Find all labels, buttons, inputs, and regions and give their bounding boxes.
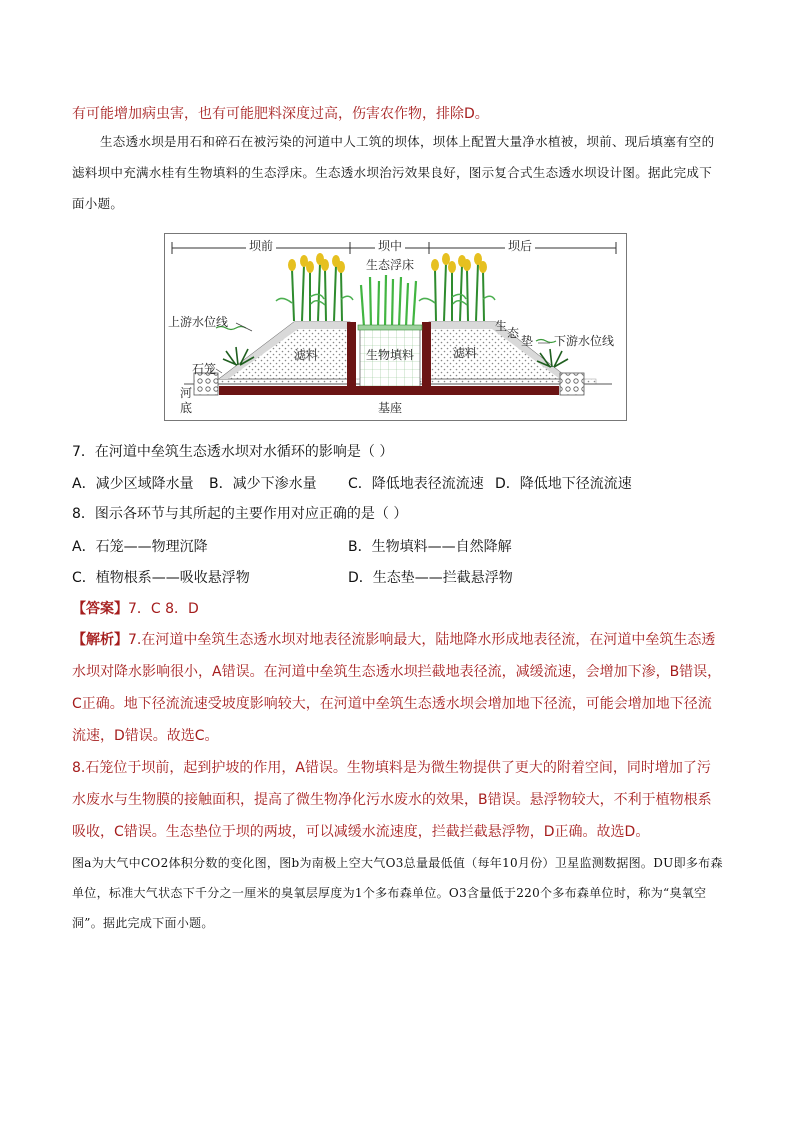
left-gabion bbox=[194, 373, 218, 395]
answer-line bbox=[72, 593, 724, 625]
q7-option-c[interactable]: C．降低地表径流流速 bbox=[348, 476, 484, 492]
eco-pad-label-1: 生 bbox=[495, 319, 508, 333]
downstream-level-label: 下游水位线 bbox=[554, 334, 615, 348]
next-intro-paragraph: 图a为大气中CO2体积分数的变化图，图b为南极上空大气O3总量最低值（每年10月份）卫星监测数据图。DU即多布森单位，标准大气状态下千分之一厘米的臭氧层厚度为1个多布森单位。O3含量低于220个多布森单位时，称为“臭氧空洞”。据此完成下面小题。 bbox=[72, 856, 723, 930]
eco-pad-label-3: 垫 bbox=[521, 334, 534, 348]
answer-label: 【答案】 bbox=[72, 601, 128, 617]
q8-option-a[interactable]: A．石笼——物理沉降 bbox=[72, 539, 208, 555]
gabion-label: 石笼 bbox=[192, 362, 217, 376]
upstream-level-label: 上游水位线 bbox=[168, 315, 229, 329]
eco-pad-label-2: 态 bbox=[507, 326, 520, 340]
analysis-label: 【解析】 bbox=[72, 632, 128, 648]
right-gabion bbox=[560, 373, 584, 395]
analysis-q7-text: 7.在河道中垒筑生态透水坝对地表径流影响最大，陆地降水形成地表径流，在河道中垒筑生态透水坝对降水影响很小，A错误。在河道中垒筑生态透水坝拦截地表径流，减缓流速，会增加下渗，B错误，C正确。地下径流流速受坡度影响较大，在河道中垒筑生态透水坝会增加地下径流，可能会增加地下径流流速，D错误。故选C。 bbox=[72, 632, 722, 744]
dam-diagram bbox=[164, 233, 627, 421]
q8-option-d[interactable]: D．生态垫——拦截悬浮物 bbox=[348, 570, 513, 586]
base-label: 基座 bbox=[377, 401, 403, 415]
bio-filler-label: 生物填料 bbox=[365, 348, 415, 362]
zone-middle-label: 坝中 bbox=[377, 239, 403, 253]
analysis-q8: 8.石笼位于坝前，起到护坡的作用，A错误。生物填料是为微生物提供了更大的附着空间，同时增加了污水废水与生物膜的接触面积，提高了微生物净化污水废水的效果，B错误。悬浮物较大，不利于植物根系吸收，C错误。生态垫位于坝的两坡，可以减缓水流速度，拦截拦截悬浮物，D正确。故选D。 bbox=[72, 760, 712, 840]
q7-option-d[interactable]: D．降低地下径流流速 bbox=[495, 476, 632, 492]
filter-left-label: 滤料 bbox=[294, 348, 319, 362]
riverbed-label-2: 底 bbox=[180, 401, 193, 415]
q8-option-c[interactable]: C．植物根系——吸收悬浮物 bbox=[72, 570, 250, 586]
zone-front-label: 坝前 bbox=[248, 239, 274, 253]
q7-option-a[interactable]: A．减少区域降水量 bbox=[72, 476, 194, 492]
prev-analysis-tail: 有可能增加病虫害，也有可能肥料深度过高，伤害农作物，排除D。 bbox=[72, 106, 489, 122]
q7-stem: 7．在河道中垒筑生态透水坝对水循环的影响是（ ） bbox=[72, 444, 394, 460]
q8-stem: 8．图示各环节与其所起的主要作用对应正确的是（ ） bbox=[72, 506, 408, 522]
zone-back-label: 坝后 bbox=[507, 239, 533, 253]
analysis-q7 bbox=[72, 624, 724, 752]
float-bed-label: 生态浮床 bbox=[365, 258, 415, 272]
q8-option-b[interactable]: B．生物填料——自然降解 bbox=[348, 539, 512, 555]
filter-right-label: 滤料 bbox=[453, 346, 478, 360]
answer-text: 7．C 8．D bbox=[128, 601, 199, 617]
q7-option-b[interactable]: B．减少下渗水量 bbox=[209, 476, 317, 492]
intro-paragraph: 生态透水坝是用石和碎石在被污染的河道中人工筑的坝体，坝体上配置大量净水植被，坝前、现后填塞有空的滤料坝中充满水桂有生物填料的生态浮床。生态透水坝治污效果良好，图示复合式生态透水坝设计图。据此完成下面小题。 bbox=[72, 134, 715, 211]
riverbed-label-1: 河 bbox=[180, 386, 193, 400]
